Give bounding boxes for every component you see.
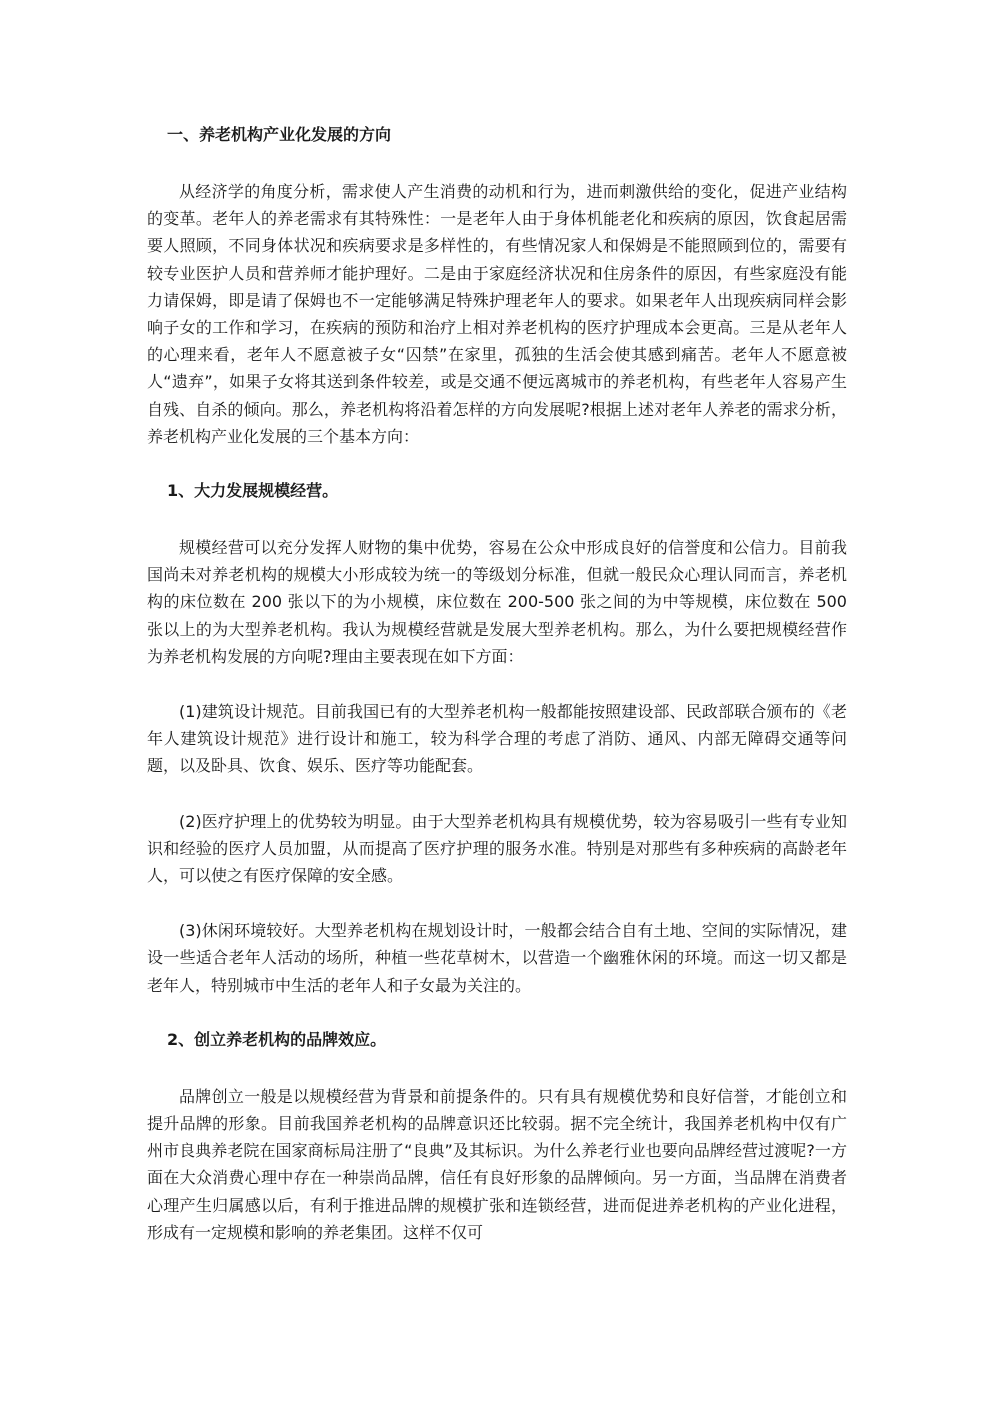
direction-1-heading: 1、大力发展规模经营。 — [167, 481, 339, 501]
direction-2-intro-paragraph: 品牌创立一般是以规模经营为背景和前提条件的。只有具有规模优势和良好信誉，才能创立和提升品牌的形象。目前我国养老机构的品牌意识还比较弱。据不完全统计，我国养老机构中仅有广州市良典养老院在国家商标局注册了“良典”及其标识。为什么养老行业也要向品牌经营过渡呢?一方面在大众消费心理中存在一种崇尚品牌，信任有良好形象的品牌倾向。另一方面，当品牌在消费者心理产生归属感以后，有利于推进品牌的规模扩张和连锁经营，进而促进养老机构的产业化进程，形成有一定规模和影响的养老集团。这样不仅可 — [147, 1086, 847, 1242]
section-intro-paragraph: 从经济学的角度分析，需求使人产生消费的动机和行为，进而刺激供给的变化，促进产业结构的变革。老年人的养老需求有其特殊性：一是老年人由于身体机能老化和疾病的原因，饮食起居需要人照顾，不同身体状况和疾病要求是多样性的，有些情况家人和保姆是不能照顾到位的，需要有较专业医护人员和营养师才能护理好。二是由于家庭经济状况和住房条件的原因，有些家庭没有能力请保姆，即是请了保姆也不一定能够满足特殊护理老年人的要求。如果老年人出现疾病同样会影响子女的工作和学习，在疾病的预防和治疗上相对养老机构的医疗护理成本会更高。三是从老年人的心理来看，老年人不愿意被子女“囚禁”在家里，孤独的生活会使其感到痛苦。老年人不愿意被人“遗弃”，如果子女将其送到条件较差，或是交通不便远离城市的养老机构，有些老年人容易产生自残、自杀的倾向。那么，养老机构将沿着怎样的方向发展呢?根据上述对老年人养老的需求分析，养老机构产业化发展的三个基本方向： — [147, 182, 847, 446]
direction-1-point-3: (3)休闲环境较好。大型养老机构在规划设计时，一般都会结合自有土地、空间的实际情况，建设一些适合老年人活动的场所，种植一些花草树木，以营造一个幽雅休闲的环境。而这一切又都是老年人，特别城市中生活的老年人和子女最为关注的。 — [147, 921, 847, 995]
section-heading: 一、养老机构产业化发展的方向 — [167, 125, 392, 144]
direction-1-point-1: (1)建筑设计规范。目前我国已有的大型养老机构一般都能按照建设部、民政部联合颁布的《老年人建筑设计规范》进行设计和施工，较为科学合理的考虑了消防、通风、内部无障碍交通等问题，以及卧具、饮食、娱乐、医疗等功能配套。 — [147, 702, 847, 776]
direction-2-heading: 2、创立养老机构的品牌效应。 — [167, 1029, 387, 1049]
document-body — [147, 122, 847, 1246]
direction-1-point-2: (2)医疗护理上的优势较为明显。由于大型养老机构具有规模优势，较为容易吸引一些有专业知识和经验的医疗人员加盟，从而提高了医疗护理的服务水准。特别是对那些有多种疾病的高龄老年人，可以使之有医疗保障的安全感。 — [147, 811, 847, 886]
direction-1-intro-paragraph: 规模经营可以充分发挥人财物的集中优势，容易在公众中形成良好的信誉度和公信力。目前我国尚未对养老机构的规模大小形成较为统一的等级划分标准，但就一般民众心理认同而言，养老机构的床位数在 200 张以下的为小规模，床位数在 200-500 张之间的为中等规模，床位数在 500 张以上的为大型养老机构。我认为规模经营就是发展大型养老机构。那么，为什么要把规模经营作为养老机构发展的方向呢?理由主要表现在如下方面： — [147, 538, 847, 666]
